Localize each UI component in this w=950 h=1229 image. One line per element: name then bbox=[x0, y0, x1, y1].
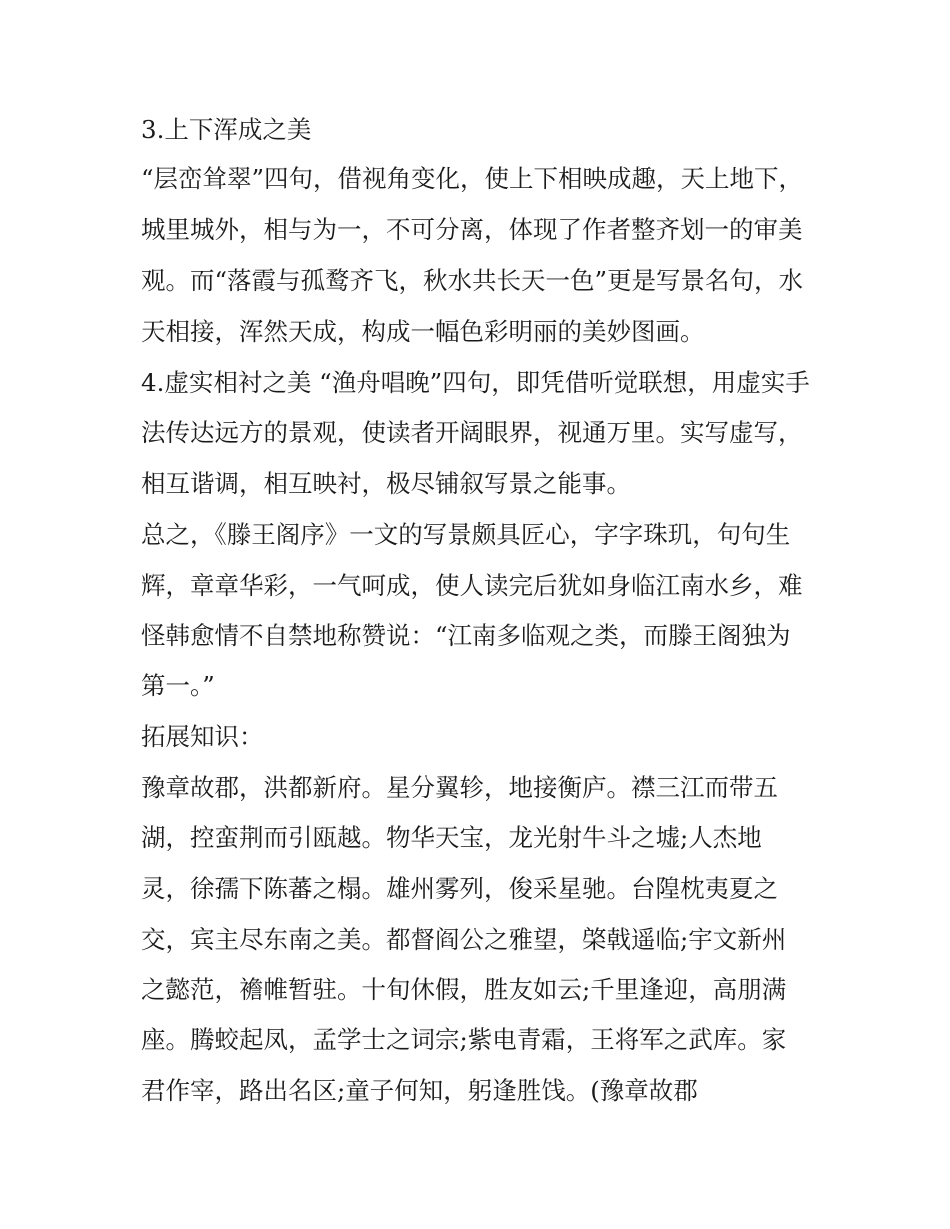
paragraph-line: 相互谐调，相互映衬，极尽铺叙写景之能事。 bbox=[141, 469, 631, 498]
paragraph-line: 交，宾主尽东南之美。都督阎公之雅望，棨戟遥临;宇文新州 bbox=[141, 925, 787, 954]
paragraph-line: 天相接，浑然天成，构成一幅色彩明丽的美妙图画。 bbox=[141, 317, 705, 346]
paragraph-line: 湖，控蛮荆而引瓯越。物华天宝，龙光射牛斗之墟;人杰地 bbox=[141, 823, 762, 852]
paragraph-line: 观。而“落霞与孤鹜齐飞，秋水共长天一色”更是写景名句，水 bbox=[141, 266, 804, 295]
paragraph-line: 君作宰，路出名区;童子何知，躬逢胜饯。(豫章故郡 bbox=[141, 1076, 698, 1105]
paragraph-line: 怪韩愈情不自禁地称赞说：“江南多临观之类，而滕王阁独为 bbox=[141, 621, 791, 650]
paragraph-line: “层峦耸翠”四句，借视角变化，使上下相映成趣，天上地下， bbox=[141, 164, 804, 193]
section-heading-3: 3.上下浑成之美 bbox=[141, 115, 312, 144]
paragraph-line: 总之，《滕王阁序》一文的写景颇具匠心，字字珠玑，句句生 bbox=[141, 520, 791, 549]
paragraph-line: 第一。” bbox=[141, 671, 215, 700]
paragraph-line: 灵，徐孺下陈蕃之榻。雄州雾列，俊采星驰。台隍枕夷夏之 bbox=[141, 874, 778, 903]
paragraph-line: 辉，章章华彩，一气呵成，使人读完后犹如身临江南水乡，难 bbox=[141, 571, 803, 600]
paragraph-line: 座。腾蛟起凤，孟学士之词宗;紫电青霜，王将军之武库。家 bbox=[141, 1025, 787, 1054]
section-heading-extension: 拓展知识： bbox=[141, 722, 264, 751]
paragraph-line: 法传达远方的景观，使读者开阔眼界，视通万里。实写虚写， bbox=[141, 418, 803, 447]
paragraph-line: 城里城外，相与为一，不可分离，体现了作者整齐划一的审美 bbox=[141, 215, 803, 244]
paragraph-line: 之懿范，襜帷暂驻。十旬休假，胜友如云;千里逢迎，高朋满 bbox=[141, 975, 787, 1004]
paragraph-line: 豫章故郡，洪都新府。星分翼轸，地接衡庐。襟三江而带五 bbox=[141, 773, 778, 802]
section-heading-4: 4.虚实相衬之美 “渔舟唱晚”四句，即凭借听觉联想，用虚实手 bbox=[141, 368, 810, 397]
